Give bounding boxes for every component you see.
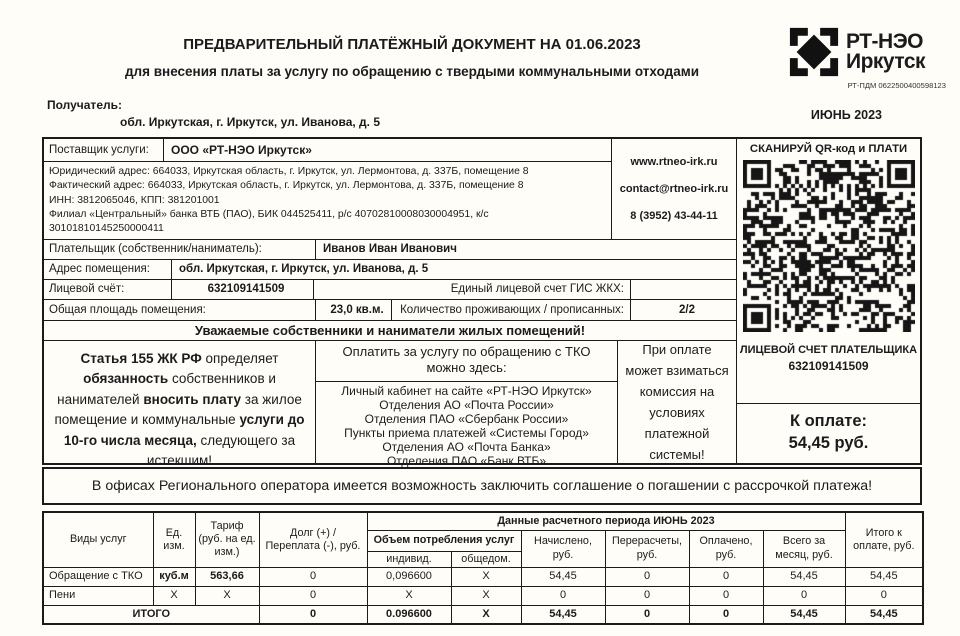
payer-account-title: ЛИЦЕВОЙ СЧЕТ ПЛАТЕЛЬЩИКА — [739, 344, 918, 356]
document-title: ПРЕДВАРИТЕЛЬНЫЙ ПЛАТЁЖНЫЙ ДОКУМЕНТ НА 01.06.2023 — [183, 36, 641, 53]
area-value: 23,0 кв.м. — [316, 300, 392, 320]
qr-panel — [736, 139, 920, 463]
gis-account-value — [631, 280, 736, 299]
premises-address: обл. Иркутская, г. Иркутск, ул. Иванова, д. 5 — [179, 263, 429, 276]
area-label: Общая площадь помещения: — [44, 300, 316, 320]
header-cell-unit: Ед. изм. — [153, 512, 195, 567]
pay-location-item: Отделения ПАО «Банк ВТБ» — [386, 454, 547, 469]
installment-banner: В офисах Регионального оператора имеется возможность заключить соглашение о погашении с рассрочкой платежа! — [42, 467, 922, 505]
header-cell-individual: индивид. — [367, 551, 451, 567]
cell-common: X — [451, 567, 521, 586]
account-label: Лицевой счёт: — [44, 280, 172, 299]
header-cell-period: Данные расчетного периода ИЮНЬ 2023 — [367, 512, 845, 530]
cell-service: Пени — [43, 586, 153, 605]
supplier-name: ООО «РТ-НЭО Иркутск» — [171, 143, 312, 157]
greeting-heading: Уважаемые собственники и наниматели жилых помещений! — [44, 320, 736, 341]
pay-location-item: Личный кабинет на сайте «РТ-НЭО Иркутск» — [341, 384, 592, 399]
amount-due-value: 54,45 руб. — [788, 433, 869, 452]
cell-accrued: 54,45 — [521, 567, 605, 586]
cell-individual: 0.096600 — [367, 605, 451, 624]
header-cell-common: общедом. — [451, 551, 521, 567]
payer-name-label: Плательщик (собственник/наниматель): — [44, 240, 316, 259]
cell-debt: 0 — [259, 605, 367, 624]
contact-phone: 8 (3952) 43-44-11 — [630, 209, 718, 222]
cell-total-label: ИТОГО — [43, 605, 259, 624]
residents-value: 2/2 — [679, 303, 695, 316]
pay-locations-panel — [316, 341, 618, 469]
cell-common: X — [451, 605, 521, 624]
cell-accrued: 0 — [521, 586, 605, 605]
supplier-actual-address: Фактический адрес: 664033, Иркутская область, г. Иркутск, ул. Лермонтова, д. 337Б, помещение 8 — [49, 180, 524, 192]
supplier-label: Поставщик услуги: — [44, 139, 164, 161]
recipient-address: обл. Иркутская, г. Иркутск, ул. Иванова, д. 5 — [120, 115, 380, 129]
cell-paid: 0 — [689, 605, 763, 624]
premises-address-label: Адрес помещения: — [44, 260, 172, 279]
scan-qr-title: СКАНИРУЙ QR-код и ПЛАТИ — [749, 143, 908, 155]
cell-accrued: 54,45 — [521, 605, 605, 624]
cell-total-due: 54,45 — [845, 605, 923, 624]
contact-website: www.rtneo-irk.ru — [630, 155, 718, 168]
pay-location-item: Отделения АО «Почта России» — [379, 398, 554, 413]
cell-recalc: 0 — [605, 567, 689, 586]
residents-label: Количество проживающих / прописанных: — [392, 300, 631, 320]
cell-month-total: 0 — [763, 586, 845, 605]
cell-recalc: 0 — [605, 605, 689, 624]
header-cell-debt: Долг (+) / Переплата (-), руб. — [259, 512, 367, 567]
contact-email: contact@rtneo-irk.ru — [619, 182, 729, 195]
cell-unit: куб.м — [153, 567, 195, 586]
header-cell-services: Виды услуг — [43, 512, 153, 567]
charges-table — [42, 511, 924, 625]
payer-name: Иванов Иван Иванович — [323, 243, 457, 256]
rt-neo-logo — [786, 24, 946, 90]
document-form-code: РТ-ПДМ 0622500400598123 — [847, 81, 946, 90]
payer-account-number: 632109141509 — [788, 359, 869, 373]
cell-tariff: 563,66 — [195, 567, 259, 586]
header-cell-paid: Оплачено, руб. — [689, 530, 763, 567]
amount-due — [737, 403, 920, 463]
cell-common: X — [451, 586, 521, 605]
cell-debt: 0 — [259, 586, 367, 605]
cell-total-due: 0 — [845, 586, 923, 605]
pay-location-item: Пункты приема платежей «Системы Город» — [344, 426, 589, 441]
pay-location-item: Отделения ПАО «Сбербанк России» — [364, 412, 569, 427]
cell-paid: 0 — [689, 586, 763, 605]
supplier-inn-kpp: ИНН: 3812065046, КПП: 381201001 — [49, 194, 220, 206]
cell-individual: 0,096600 — [367, 567, 451, 586]
cell-month-total: 54,45 — [763, 567, 845, 586]
main-info-table — [42, 137, 922, 469]
logo-text: РТ-НЭО Иркутск — [846, 30, 926, 73]
supplier-contacts — [612, 139, 736, 239]
header-cell-volume: Объем потребления услуг — [367, 530, 521, 551]
supplier-bank-details: Филиал «Центральный» банка ВТБ (ПАО), БИК 044525411, р/с 40702810008030004951, к/с 30101810145250000411 — [49, 209, 489, 235]
table-row-tko — [43, 567, 923, 586]
cell-unit: X — [153, 586, 195, 605]
header-cell-recalc: Перерасчеты, руб. — [605, 530, 689, 567]
supplier-details — [44, 162, 611, 239]
header-cell-accrued: Начислено, руб. — [521, 530, 605, 567]
rt-neo-diamond-logo-icon — [786, 24, 842, 80]
billing-period: ИЮНЬ 2023 — [810, 108, 882, 122]
cell-paid: 0 — [689, 567, 763, 586]
cell-tariff: X — [195, 586, 259, 605]
commission-notice: При оплате может взиматься комиссия на условиях платежной системы! — [625, 341, 729, 462]
cell-total-due: 54,45 — [845, 567, 923, 586]
account-number: 632109141509 — [172, 280, 314, 299]
cell-individual: X — [367, 586, 451, 605]
recipient-label: Получатель: — [47, 98, 122, 112]
cell-recalc: 0 — [605, 586, 689, 605]
document-subtitle: для внесения платы за услугу по обращению с твердыми коммунальными отходами — [124, 64, 700, 79]
table-row-total — [43, 605, 923, 624]
gis-account-label: Единый лицевой счет ГИС ЖКХ: — [314, 280, 631, 299]
qr-code — [743, 160, 915, 332]
amount-due-label: К оплате: — [789, 412, 868, 431]
header-cell-tariff: Тариф (руб. на ед. изм.) — [195, 512, 259, 567]
cell-debt: 0 — [259, 567, 367, 586]
header-cell-total-due: Итого к оплате, руб. — [845, 512, 923, 567]
pay-locations-title: Оплатить за услугу по обращению с ТКО можно здесь: — [316, 341, 617, 383]
cell-service: Обращение с ТКО — [43, 567, 153, 586]
pay-location-item: Отделения АО «Почта Банка» — [382, 440, 551, 455]
table-row-penalty — [43, 586, 923, 605]
law-notice-text: Статья 155 ЖК РФ определяет обязанность собственников и нанимателей вносить плату за жилое помещение и коммунальные услуги до 10-го числа месяца, следующего за истекшим! — [44, 341, 316, 463]
supplier-legal-address: Юридический адрес: 664033, Иркутская область, г. Иркутск, ул. Лермонтова, д. 337Б, помещение 8 — [49, 166, 529, 177]
header-cell-month-total: Всего за месяц, руб. — [763, 530, 845, 567]
cell-month-total: 54,45 — [763, 605, 845, 624]
